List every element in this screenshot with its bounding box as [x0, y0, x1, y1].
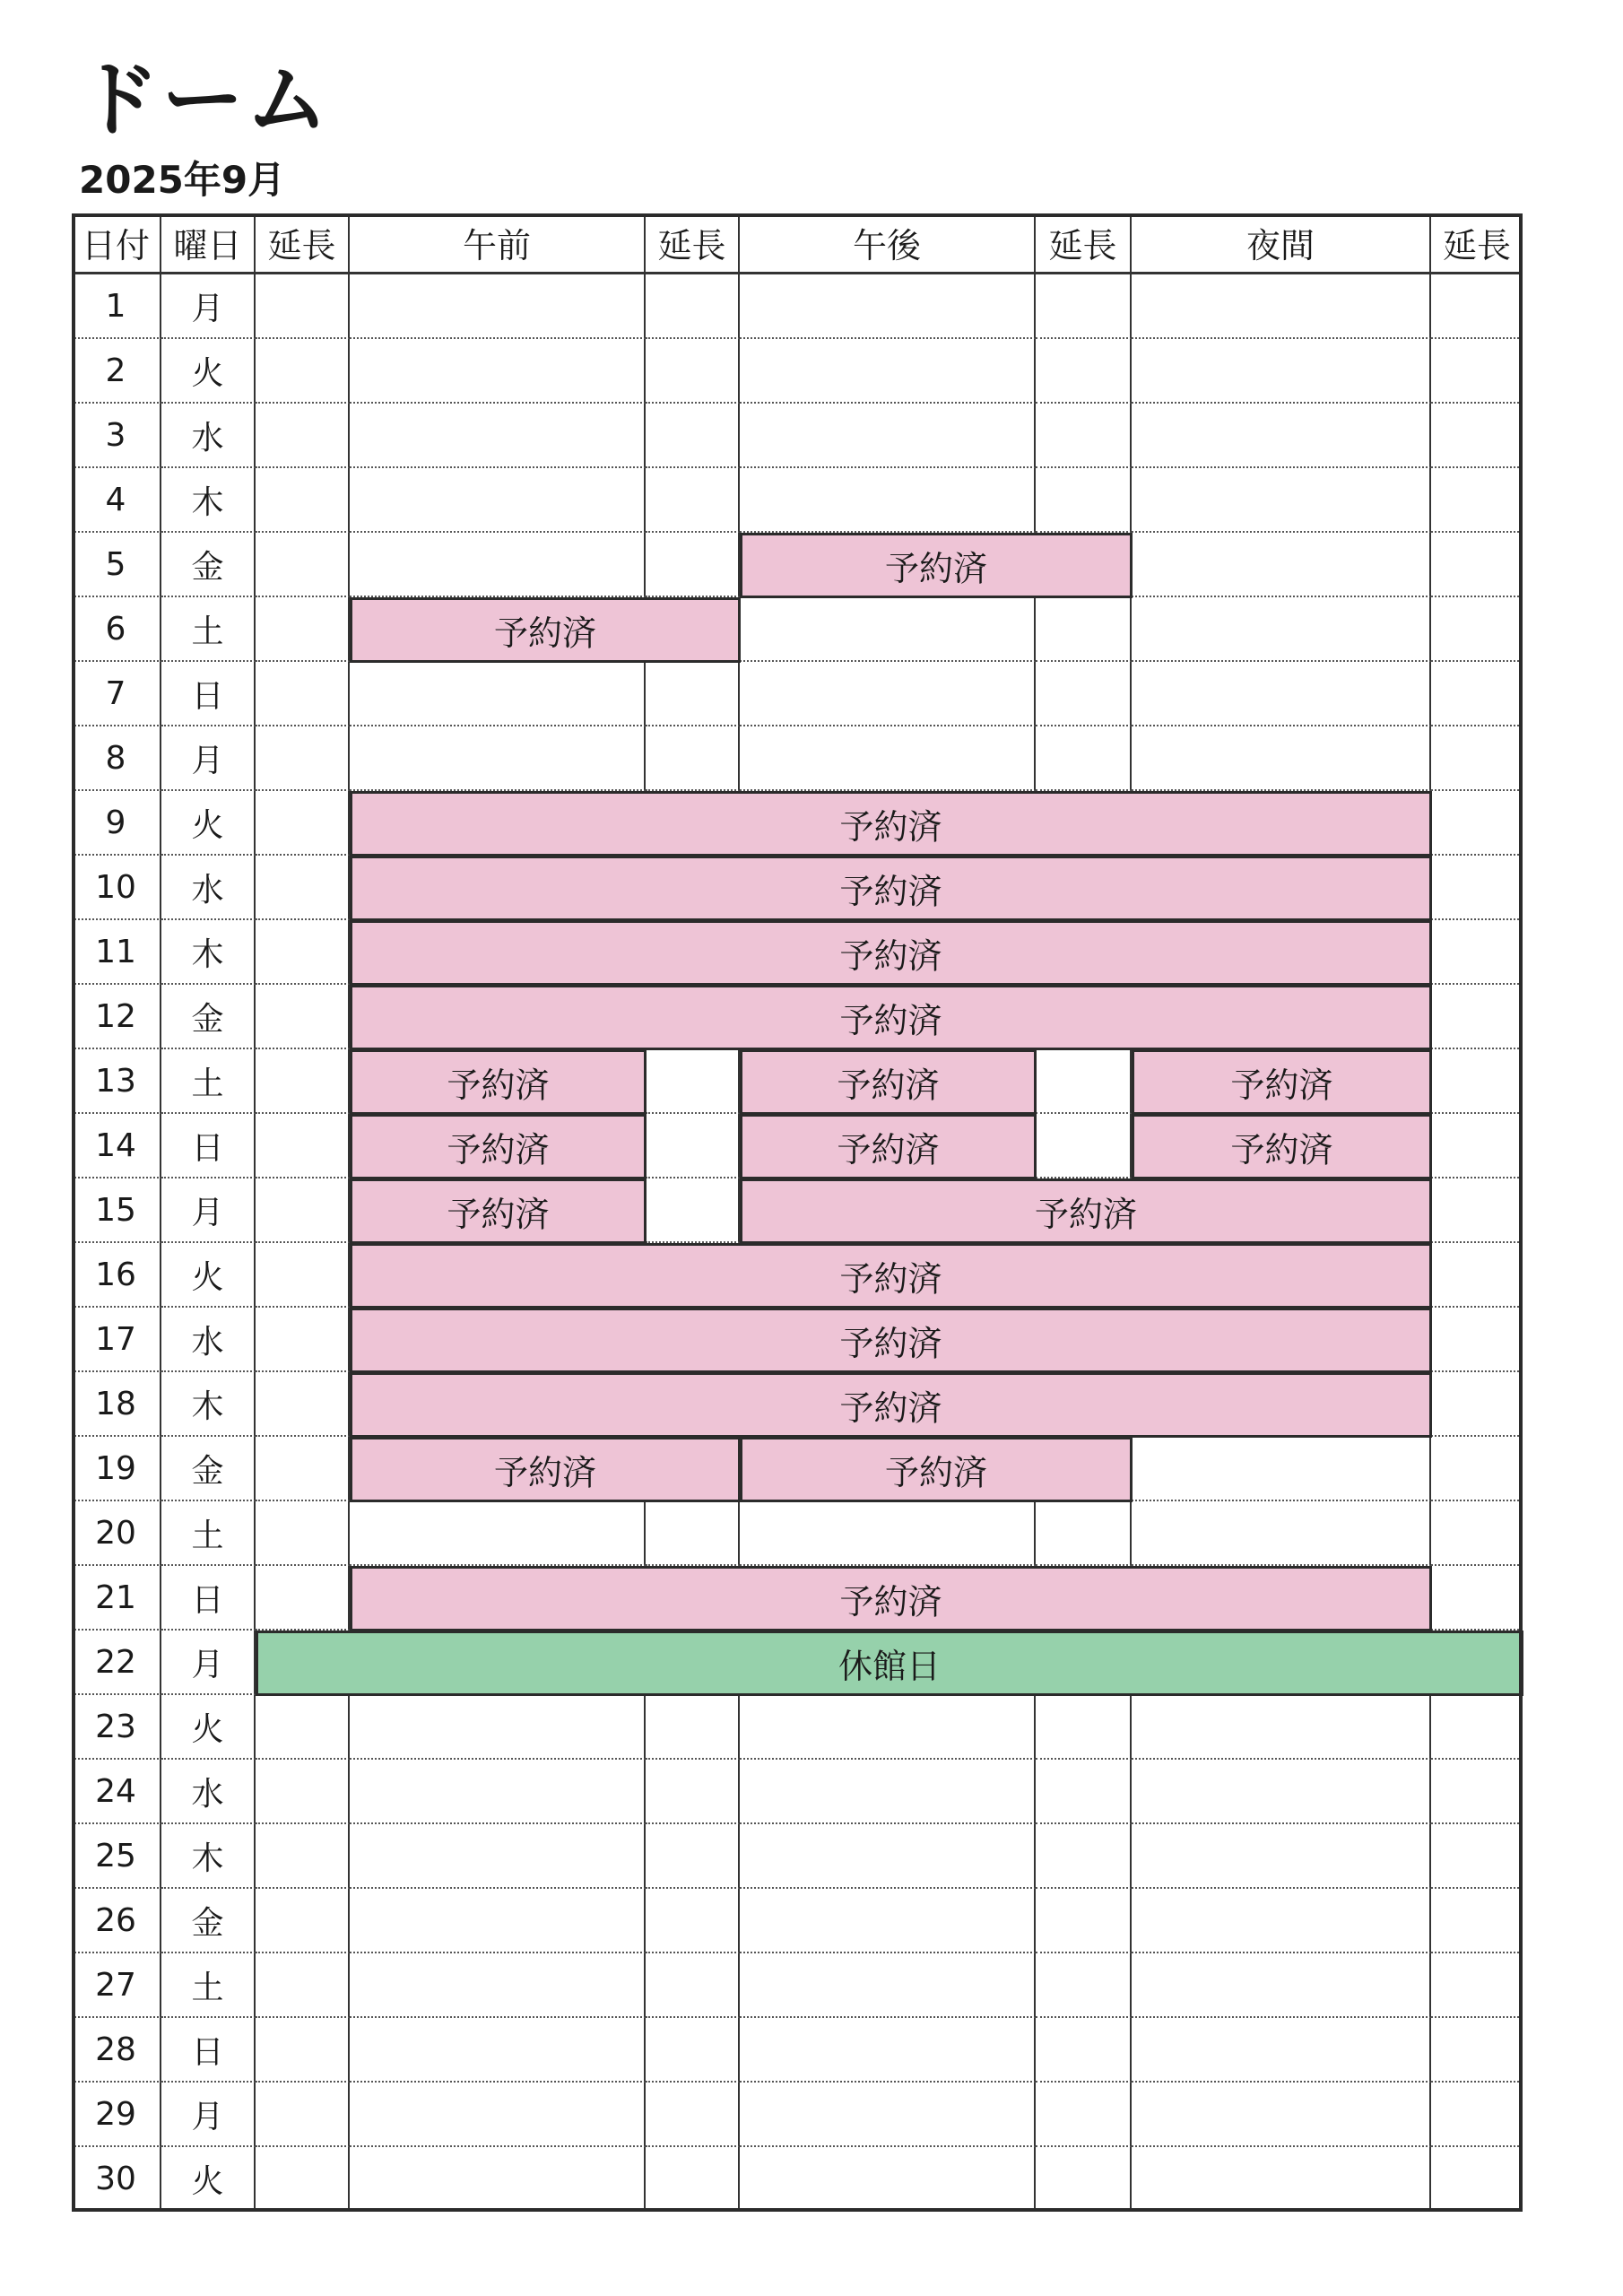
slot-cell [256, 1178, 350, 1243]
slot-cell [350, 662, 646, 726]
reserved-block: 予約済 [350, 597, 741, 663]
slot-cell [740, 1695, 1036, 1760]
slot-cell [1036, 662, 1132, 726]
slot-cell [1132, 2018, 1431, 2083]
slot-cell [1132, 2147, 1431, 2212]
slot-cell [646, 274, 740, 339]
column-header: 日付 [72, 213, 161, 274]
reserved-block: 予約済 [350, 985, 1432, 1050]
slot-cell [1036, 1953, 1132, 2018]
weekday: 日 [161, 1566, 256, 1631]
slot-cell [256, 533, 350, 597]
slot-cell [1036, 726, 1132, 791]
weekday: 木 [161, 468, 256, 533]
reserved-block: 予約済 [740, 1178, 1432, 1244]
slot-cell [646, 1695, 740, 1760]
slot-cell [350, 274, 646, 339]
day-number: 29 [72, 2083, 161, 2147]
day-number: 25 [72, 1824, 161, 1889]
column-header: 延長 [646, 213, 740, 274]
weekday: 金 [161, 985, 256, 1049]
weekday: 木 [161, 920, 256, 985]
slot-cell [1431, 2018, 1523, 2083]
slot-cell [1036, 2083, 1132, 2147]
slot-cell [1431, 468, 1523, 533]
slot-cell [1431, 1114, 1523, 1178]
slot-cell [256, 1889, 350, 1953]
reserved-block: 予約済 [350, 856, 1432, 921]
slot-cell [1132, 339, 1431, 404]
day-number: 21 [72, 1566, 161, 1631]
slot-cell [350, 2083, 646, 2147]
slot-cell [740, 597, 1036, 662]
slot-cell [1431, 2083, 1523, 2147]
slot-cell [1431, 1243, 1523, 1308]
day-number: 18 [72, 1372, 161, 1437]
weekday: 日 [161, 2018, 256, 2083]
day-number: 23 [72, 1695, 161, 1760]
slot-cell [1132, 662, 1431, 726]
slot-cell [1431, 1760, 1523, 1824]
day-number: 28 [72, 2018, 161, 2083]
slot-cell [740, 662, 1036, 726]
day-number: 12 [72, 985, 161, 1049]
slot-cell [1132, 1695, 1431, 1760]
slot-cell [1132, 533, 1431, 597]
slot-cell [256, 597, 350, 662]
weekday: 木 [161, 1372, 256, 1437]
slot-cell [1036, 1695, 1132, 1760]
day-number: 10 [72, 856, 161, 920]
day-number: 27 [72, 1953, 161, 2018]
day-number: 8 [72, 726, 161, 791]
slot-cell [1036, 597, 1132, 662]
slot-cell [1431, 404, 1523, 468]
weekday: 月 [161, 2083, 256, 2147]
slot-cell [256, 856, 350, 920]
slot-cell [1431, 662, 1523, 726]
slot-cell [1036, 339, 1132, 404]
slot-cell [646, 2018, 740, 2083]
slot-cell [350, 1760, 646, 1824]
slot-cell [1431, 920, 1523, 985]
closed-day-block: 休館日 [256, 1631, 1523, 1696]
slot-cell [646, 2083, 740, 2147]
column-header: 延長 [1431, 213, 1523, 274]
weekday: 火 [161, 791, 256, 856]
day-number: 2 [72, 339, 161, 404]
slot-cell [350, 1695, 646, 1760]
column-header: 延長 [256, 213, 350, 274]
slot-cell [646, 339, 740, 404]
weekday: 土 [161, 1049, 256, 1114]
day-number: 13 [72, 1049, 161, 1114]
slot-cell [646, 468, 740, 533]
slot-cell [1132, 1953, 1431, 2018]
slot-cell [1132, 468, 1431, 533]
slot-cell [1132, 726, 1431, 791]
weekday: 日 [161, 662, 256, 726]
weekday: 月 [161, 1631, 256, 1695]
slot-cell [1036, 1501, 1132, 1566]
weekday: 水 [161, 856, 256, 920]
slot-cell [350, 2018, 646, 2083]
slot-cell [1431, 1824, 1523, 1889]
slot-cell [1132, 274, 1431, 339]
slot-cell [350, 339, 646, 404]
slot-cell [740, 2147, 1036, 2212]
day-number: 26 [72, 1889, 161, 1953]
slot-cell [646, 1049, 740, 1114]
reserved-block: 予約済 [350, 1178, 647, 1244]
slot-cell [1431, 339, 1523, 404]
slot-cell [1431, 1178, 1523, 1243]
slot-cell [1132, 1501, 1431, 1566]
slot-cell [740, 726, 1036, 791]
reserved-block: 予約済 [350, 791, 1432, 857]
day-number: 30 [72, 2147, 161, 2212]
slot-cell [1132, 1889, 1431, 1953]
slot-cell [1036, 2147, 1132, 2212]
slot-cell [1036, 2018, 1132, 2083]
slot-cell [256, 2018, 350, 2083]
slot-cell [1132, 404, 1431, 468]
day-number: 7 [72, 662, 161, 726]
column-header: 午後 [740, 213, 1036, 274]
slot-cell [256, 1049, 350, 1114]
column-header: 夜間 [1132, 213, 1431, 274]
slot-cell [350, 533, 646, 597]
column-header: 延長 [1036, 213, 1132, 274]
reserved-block: 予約済 [350, 1049, 647, 1115]
slot-cell [646, 1953, 740, 2018]
day-number: 17 [72, 1308, 161, 1372]
reserved-block: 予約済 [740, 1114, 1037, 1179]
slot-cell [256, 1243, 350, 1308]
slot-cell [646, 1824, 740, 1889]
weekday: 月 [161, 726, 256, 791]
weekday: 土 [161, 1953, 256, 2018]
reserved-block: 予約済 [1132, 1114, 1432, 1179]
day-number: 14 [72, 1114, 161, 1178]
weekday: 金 [161, 1437, 256, 1501]
slot-cell [1431, 985, 1523, 1049]
slot-cell [256, 985, 350, 1049]
slot-cell [740, 339, 1036, 404]
slot-cell [1431, 1501, 1523, 1566]
slot-cell [646, 726, 740, 791]
weekday: 水 [161, 1308, 256, 1372]
slot-cell [256, 2147, 350, 2212]
slot-cell [1431, 597, 1523, 662]
slot-cell [256, 1760, 350, 1824]
slot-cell [646, 533, 740, 597]
day-number: 24 [72, 1760, 161, 1824]
reserved-block: 予約済 [350, 920, 1432, 986]
slot-cell [256, 662, 350, 726]
reserved-block: 予約済 [350, 1308, 1432, 1373]
slot-cell [646, 662, 740, 726]
reserved-block: 予約済 [1132, 1049, 1432, 1115]
slot-cell [256, 1501, 350, 1566]
slot-cell [256, 468, 350, 533]
slot-cell [256, 1695, 350, 1760]
slot-cell [740, 1953, 1036, 2018]
day-number: 16 [72, 1243, 161, 1308]
day-number: 4 [72, 468, 161, 533]
slot-cell [256, 339, 350, 404]
day-number: 11 [72, 920, 161, 985]
slot-cell [1132, 1760, 1431, 1824]
reserved-block: 予約済 [350, 1437, 741, 1502]
slot-cell [646, 1501, 740, 1566]
weekday: 水 [161, 1760, 256, 1824]
slot-cell [1431, 1566, 1523, 1631]
slot-cell [740, 2018, 1036, 2083]
slot-cell [256, 920, 350, 985]
slot-cell [740, 1501, 1036, 1566]
slot-cell [646, 1889, 740, 1953]
slot-cell [256, 1566, 350, 1631]
day-number: 3 [72, 404, 161, 468]
day-number: 6 [72, 597, 161, 662]
slot-cell [740, 274, 1036, 339]
slot-cell [1036, 274, 1132, 339]
slot-cell [646, 1760, 740, 1824]
slot-cell [256, 1308, 350, 1372]
reserved-block: 予約済 [350, 1243, 1432, 1309]
slot-cell [1431, 1372, 1523, 1437]
slot-cell [350, 468, 646, 533]
slot-cell [1431, 1049, 1523, 1114]
slot-cell [740, 2083, 1036, 2147]
slot-cell [1132, 1824, 1431, 1889]
weekday: 月 [161, 1178, 256, 1243]
weekday: 土 [161, 597, 256, 662]
reserved-block: 予約済 [740, 1437, 1133, 1502]
slot-cell [1036, 1824, 1132, 1889]
slot-cell [256, 1114, 350, 1178]
slot-cell [1036, 404, 1132, 468]
reserved-block: 予約済 [350, 1114, 647, 1179]
slot-cell [740, 1824, 1036, 1889]
column-header: 午前 [350, 213, 646, 274]
slot-cell [1431, 1695, 1523, 1760]
slot-cell [350, 1953, 646, 2018]
slot-cell [350, 2147, 646, 2212]
slot-cell [646, 1114, 740, 1178]
day-number: 20 [72, 1501, 161, 1566]
slot-cell [646, 404, 740, 468]
weekday: 金 [161, 1889, 256, 1953]
weekday: 水 [161, 404, 256, 468]
slot-cell [256, 1953, 350, 2018]
slot-cell [256, 404, 350, 468]
slot-cell [350, 1889, 646, 1953]
day-number: 9 [72, 791, 161, 856]
slot-cell [256, 1824, 350, 1889]
slot-cell [256, 1372, 350, 1437]
slot-cell [256, 274, 350, 339]
slot-cell [1431, 726, 1523, 791]
slot-cell [1431, 274, 1523, 339]
weekday: 火 [161, 339, 256, 404]
slot-cell [256, 2083, 350, 2147]
column-header: 曜日 [161, 213, 256, 274]
reserved-block: 予約済 [350, 1566, 1432, 1631]
slot-cell [1431, 1889, 1523, 1953]
slot-cell [1036, 1049, 1132, 1114]
day-number: 15 [72, 1178, 161, 1243]
weekday: 月 [161, 274, 256, 339]
day-number: 5 [72, 533, 161, 597]
weekday: 木 [161, 1824, 256, 1889]
slot-cell [1431, 1308, 1523, 1372]
reserved-block: 予約済 [740, 533, 1133, 598]
slot-cell [1036, 1760, 1132, 1824]
slot-cell [1132, 1437, 1431, 1501]
slot-cell [1431, 856, 1523, 920]
weekday: 火 [161, 1243, 256, 1308]
slot-cell [1431, 533, 1523, 597]
slot-cell [1036, 468, 1132, 533]
slot-cell [1431, 791, 1523, 856]
slot-cell [740, 468, 1036, 533]
slot-cell [256, 1437, 350, 1501]
slot-cell [350, 726, 646, 791]
weekday: 火 [161, 1695, 256, 1760]
page-title: ドーム [77, 52, 331, 148]
slot-cell [740, 1889, 1036, 1953]
slot-cell [740, 404, 1036, 468]
slot-cell [1036, 1114, 1132, 1178]
reserved-block: 予約済 [350, 1372, 1432, 1438]
slot-cell [1431, 1437, 1523, 1501]
slot-cell [256, 726, 350, 791]
slot-cell [256, 791, 350, 856]
slot-cell [646, 2147, 740, 2212]
slot-cell [1132, 2083, 1431, 2147]
reserved-block: 予約済 [740, 1049, 1037, 1115]
slot-cell [1036, 1889, 1132, 1953]
weekday: 日 [161, 1114, 256, 1178]
slot-cell [646, 1178, 740, 1243]
weekday: 土 [161, 1501, 256, 1566]
slot-cell [1132, 597, 1431, 662]
slot-cell [740, 1760, 1036, 1824]
slot-cell [350, 1824, 646, 1889]
slot-cell [350, 1501, 646, 1566]
slot-cell [350, 404, 646, 468]
month-label: 2025年9月 [79, 158, 286, 202]
day-number: 1 [72, 274, 161, 339]
slot-cell [1431, 2147, 1523, 2212]
day-number: 22 [72, 1631, 161, 1695]
day-number: 19 [72, 1437, 161, 1501]
slot-cell [1431, 1953, 1523, 2018]
weekday: 金 [161, 533, 256, 597]
weekday: 火 [161, 2147, 256, 2212]
